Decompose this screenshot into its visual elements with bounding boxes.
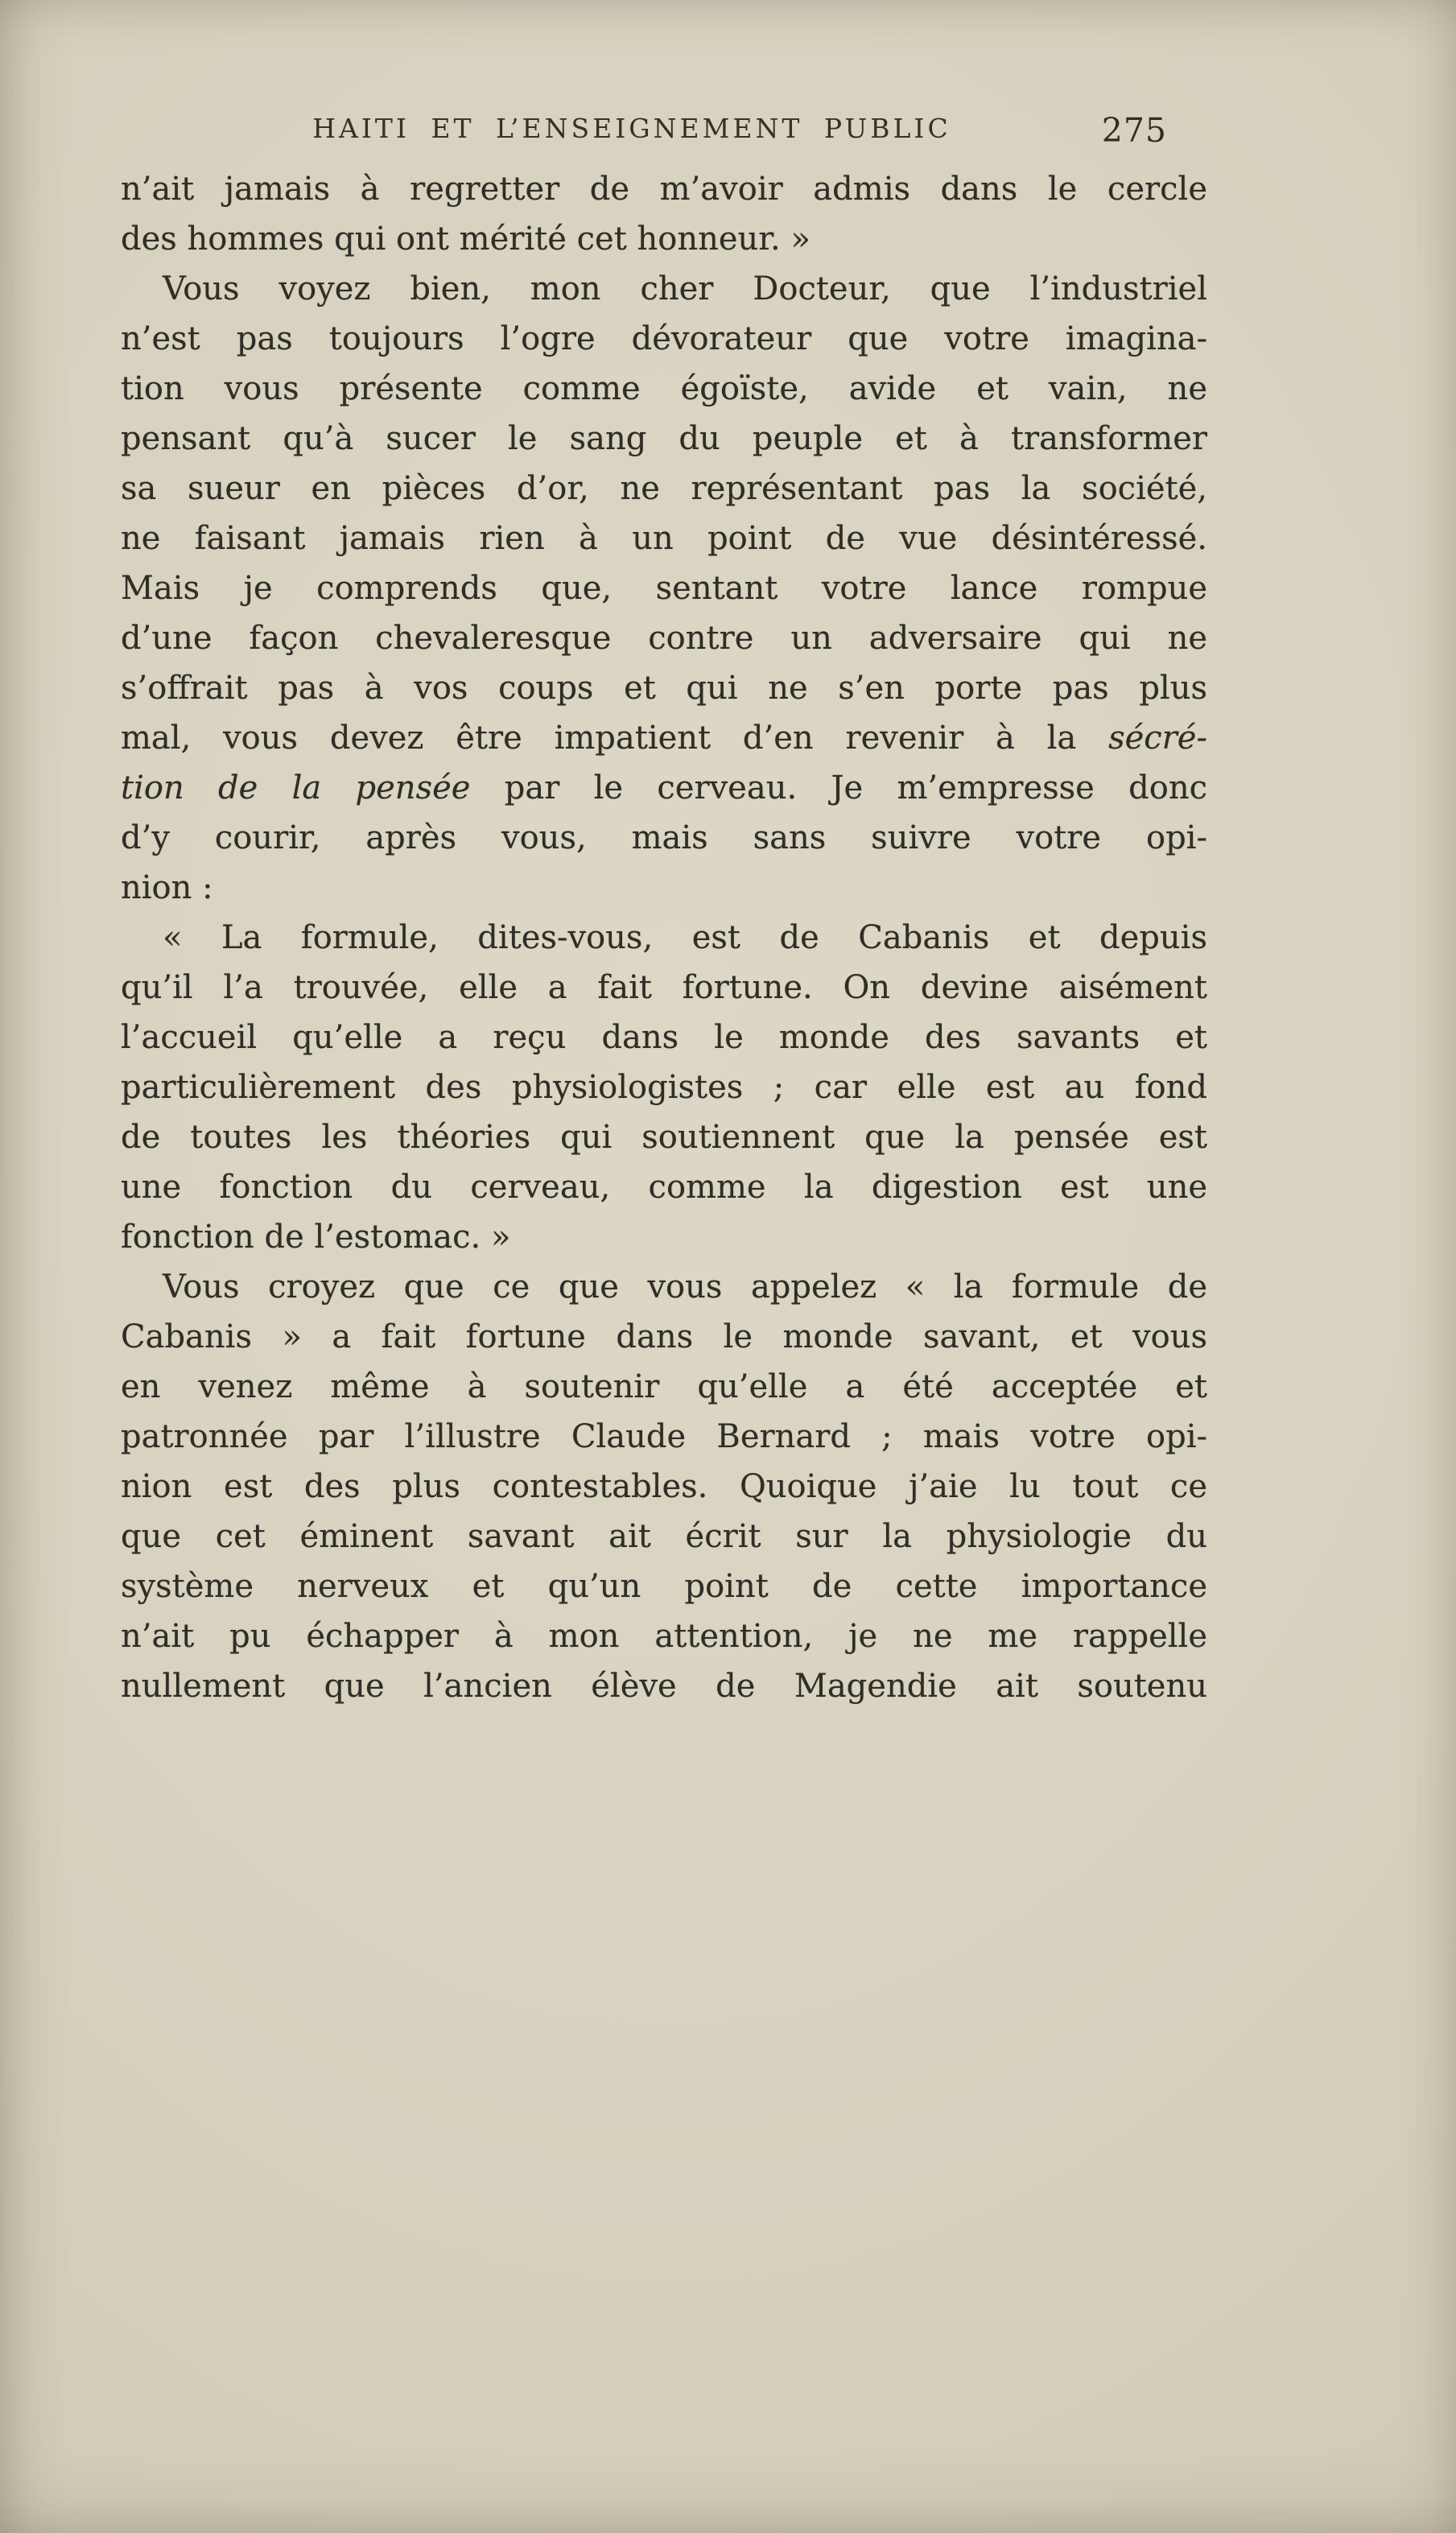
text-line [121,1013,1207,1062]
text-segment: tion vous présente comme égoïste, avide et vain, ne [121,370,1207,407]
text-segment: mal, vous devez être impatient d’en revenir à la [121,720,1109,757]
text-line [121,464,1207,514]
text-line [121,214,1207,264]
page-header [121,113,1207,150]
italic-text-segment: tion de la pensée [121,769,471,807]
text-line [121,963,1207,1013]
running-title: HAITI ET L’ENSEIGNEMENT PUBLIC [312,113,951,144]
text-segment: système nerveux et qu’un point de cette importance [121,1568,1207,1605]
text-line [121,1212,1207,1262]
text-segment: Cabanis » a fait fortune dans le monde savant, et vous [121,1318,1207,1355]
text-segment: s’offrait pas à vos coups et qui ne s’en porte pas plus [121,670,1207,707]
text-line [121,1262,1207,1312]
text-segment: n’ait jamais à regretter de m’avoir admis dans le cercle [121,171,1207,208]
text-line [121,1462,1207,1512]
page-content [121,113,1207,1711]
text-segment: l’accueil qu’elle a reçu dans le monde des savants et [121,1019,1207,1056]
text-line [121,1561,1207,1611]
text-line [121,1661,1207,1711]
page-number: 275 [1101,111,1167,150]
text-line [121,1611,1207,1661]
text-line [121,314,1207,364]
text-segment: qu’il l’a trouvée, elle a fait fortune. On devine aisément [121,969,1207,1006]
text-segment: n’ait pu échapper à mon attention, je ne me rappelle [121,1618,1207,1655]
text-segment: de toutes les théories qui soutiennent que la pensée est [121,1119,1207,1156]
text-line [121,563,1207,613]
text-segment: par le cerveau. Je m’empresse donc [470,769,1208,807]
paragraph [121,1262,1207,1711]
text-segment: nion : [121,869,213,906]
paragraph [121,913,1207,1262]
text-segment: que cet éminent savant ait écrit sur la physiologie du [121,1518,1207,1555]
text-line [121,813,1207,863]
text-segment: n’est pas toujours l’ogre dévorateur que votre imagina- [121,320,1207,357]
text-block [121,164,1207,1711]
text-segment: « La formule, dites-vous, est de Cabanis et depuis [163,919,1207,956]
text-segment: d’y courir, après vous, mais sans suivre votre opi- [121,819,1207,856]
text-segment: patronnée par l’illustre Claude Bernard ; mais votre opi- [121,1418,1207,1455]
text-line [121,863,1207,913]
text-line [121,264,1207,314]
text-line [121,1162,1207,1212]
text-line [121,164,1207,214]
text-line [121,1112,1207,1162]
text-line [121,663,1207,713]
text-segment: des hommes qui ont mérité cet honneur. » [121,221,810,258]
paragraph [121,264,1207,913]
text-line [121,1412,1207,1462]
text-segment: pensant qu’à sucer le sang du peuple et à transformer [121,420,1207,457]
text-segment: nion est des plus contestables. Quoique j’aie lu tout ce [121,1468,1207,1505]
text-segment: particulièrement des physiologistes ; car elle est au fond [121,1069,1207,1106]
text-line [121,1062,1207,1112]
text-line [121,763,1207,813]
text-segment: en venez même à soutenir qu’elle a été acceptée et [121,1368,1207,1405]
text-segment: d’une façon chevaleresque contre un adversaire qui ne [121,620,1207,657]
text-segment: sa sueur en pièces d’or, ne représentant pas la société, [121,470,1207,507]
text-segment: nullement que l’ancien élève de Magendie ait soutenu [121,1668,1207,1705]
text-line [121,1362,1207,1412]
italic-text-segment: sécré- [1108,720,1207,757]
text-line [121,514,1207,563]
paragraph [121,164,1207,264]
text-segment: une fonction du cerveau, comme la digestion est une [121,1169,1207,1206]
text-segment: ne faisant jamais rien à un point de vue désintéressé. [121,520,1207,557]
text-segment: Vous voyez bien, mon cher Docteur, que l’industriel [163,270,1207,307]
text-line [121,1512,1207,1561]
text-line [121,713,1207,763]
text-line [121,364,1207,414]
text-segment: Vous croyez que ce que vous appelez « la formule de [163,1269,1207,1306]
text-line [121,913,1207,963]
text-line [121,1312,1207,1362]
text-segment: Mais je comprends que, sentant votre lance rompue [121,570,1207,607]
text-line [121,613,1207,663]
text-line [121,414,1207,464]
text-segment: fonction de l’estomac. » [121,1219,511,1256]
